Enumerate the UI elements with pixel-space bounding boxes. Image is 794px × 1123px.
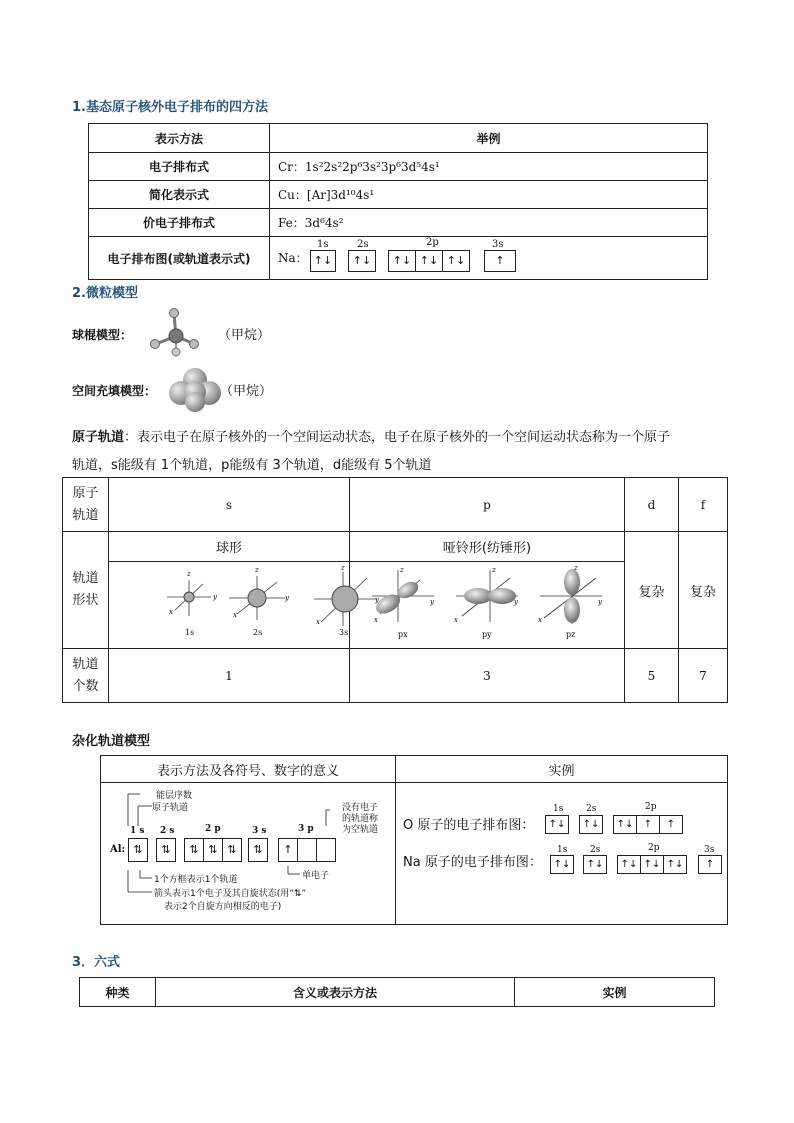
na-box-2s: ↑↓ [583, 855, 607, 874]
o-box-2s: ↑↓ [579, 815, 603, 834]
p-sub-label: px [398, 630, 408, 639]
orbital-box-1s: ↑↓ [310, 250, 336, 272]
o-orbital-label: 2s [586, 804, 597, 814]
al-box-1s: ⇅ [128, 838, 148, 862]
svg-text:x: x [454, 616, 458, 624]
method-cell: 电子排布式 [89, 153, 270, 181]
s-sub-label: 3s [339, 628, 349, 637]
s-sub-label: 2s [253, 628, 263, 637]
hybrid-header-method: 表示方法及各符号、数字的意义 [101, 756, 396, 783]
s-sub-label: 1s [185, 628, 195, 637]
svg-text:x: x [538, 616, 542, 624]
p-orbital-figures [350, 562, 625, 649]
ball-stick-label: 球棍模型： [72, 328, 133, 342]
example-cell: Fe：3d⁶4s² [270, 209, 708, 237]
section3-title: 3．六式 [72, 955, 121, 970]
row-label-text: 形状 [72, 593, 99, 608]
na-example-label: Na 原子的电子排布图： [403, 855, 542, 870]
o-orbital-label: 2p [645, 802, 657, 812]
row-label [63, 478, 109, 532]
al-element: Al: [110, 844, 126, 855]
p-sub-label: py [482, 630, 492, 639]
header-kind: 种类 [80, 978, 156, 1007]
empty-note: 没有电子 [342, 803, 379, 813]
f-count: 7 [679, 649, 728, 703]
al-label-2s: 2 s [160, 826, 175, 836]
al-label-1s: 1 s [130, 826, 145, 836]
header-example: 举例 [270, 124, 708, 153]
al-label-3s: 3 s [252, 826, 267, 836]
p-count: 3 [350, 649, 625, 703]
example-cell: Cu：[Ar]3d¹⁰4s¹ [270, 181, 708, 209]
s-shape: 球形 [109, 532, 350, 562]
row-label-text: 原子 [72, 485, 99, 501]
method-cell: 电子排布图(或轨道表示式) [89, 237, 270, 280]
hybrid-header-example: 实例 [396, 756, 728, 783]
methane-space-fill-icon [168, 366, 222, 412]
al-label-2p: 2 p [205, 824, 221, 834]
svg-text:z: z [255, 566, 259, 574]
single-electron-note: 单电子 [302, 871, 330, 881]
space-fill-note: （甲烷） [220, 384, 273, 399]
arrow-note: 箭头表示1个电子及其自旋状态(用“⇅” [154, 889, 307, 899]
f-shape: 复杂 [679, 532, 728, 649]
arrow-note: 表示2个自旋方向相反的电子) [164, 902, 282, 912]
p-shape: 哑铃形(纺锤形) [350, 532, 625, 562]
p-sub-label: pz [566, 630, 576, 639]
s-orbital-diagram [109, 562, 379, 647]
o-box-1s: ↑↓ [545, 815, 569, 834]
orbital-box-3s: ↑ [484, 250, 516, 272]
orbital-note: 原子轨道 [152, 803, 189, 813]
methane-ball-stick-icon [148, 306, 200, 358]
d-count: 5 [625, 649, 679, 703]
s-count: 1 [109, 649, 350, 703]
svg-text:z: z [341, 564, 345, 572]
header-method: 表示方法 [89, 124, 270, 153]
ball-stick-note: （甲烷） [218, 328, 271, 343]
svg-text:y: y [430, 598, 434, 606]
svg-text:x: x [374, 616, 378, 624]
na-orbital-label: 3s [704, 845, 715, 855]
col-f: f [679, 478, 728, 532]
s-orbital-figures [109, 562, 379, 649]
row-label-text: 轨道 [72, 656, 99, 672]
o-orbital-label: 1s [553, 804, 564, 814]
na-orbital-label: 2p [648, 843, 660, 853]
na-box-1s: ↑↓ [550, 855, 574, 874]
section2-title: 2.微粒模型 [72, 286, 138, 301]
row-label-text: 轨道 [72, 571, 99, 586]
hybrid-title: 杂化轨道模型 [72, 734, 151, 749]
orbital-table [62, 477, 728, 703]
space-fill-label: 空间充填模型： [72, 384, 157, 398]
na-box-3s: ↑ [698, 855, 722, 874]
al-box-2p: ⇅ ⇅ ⇅ [184, 838, 242, 862]
row-label [63, 532, 109, 649]
svg-text:x: x [233, 611, 237, 619]
svg-text:y: y [213, 593, 217, 601]
orbital-box-2p: ↑↓ ↑↓ ↑↓ [388, 250, 470, 272]
svg-text:y: y [285, 594, 289, 602]
al-box-3p: ↑ [278, 838, 336, 862]
svg-text:x: x [316, 618, 320, 626]
col-d: d [625, 478, 679, 532]
svg-text:y: y [598, 598, 602, 606]
orbital-label: 2s [357, 239, 369, 250]
na-box-2p: ↑↓ ↑↓ ↑↓ [617, 855, 687, 874]
orbital-label: 2p [426, 237, 439, 248]
row-label [63, 649, 109, 703]
svg-text:z: z [574, 564, 578, 572]
orbital-box-2s: ↑↓ [348, 250, 376, 272]
al-box-2s: ⇅ [156, 838, 176, 862]
d-shape: 复杂 [625, 532, 679, 649]
svg-text:z: z [400, 566, 404, 574]
example-cell: Cr：1s²2s²2p⁶3s²3p⁶3d⁵4s¹ [270, 153, 708, 181]
section1-title: 1.基态原子核外电子排布的四方法 [72, 100, 268, 115]
orbital-def-text: ：表示电子在原子核外的一个空间运动状态，电子在原子核外的一个空间运动状态称为一个原子 [124, 430, 671, 445]
six-formulas-table [79, 977, 715, 1007]
orbital-def-text: 轨道，s能级有 1个轨道，p能级有 3个轨道，d能级有 5个轨道 [72, 458, 432, 473]
na-orbital-label: 1s [557, 845, 568, 855]
al-label-3p: 3 p [298, 824, 314, 834]
svg-text:z: z [187, 570, 191, 578]
na-orbital-label: 2s [590, 845, 601, 855]
orbital-definition [72, 424, 732, 480]
orbital-label: 1s [317, 239, 329, 250]
box-note: 1个方框表示1个轨道 [154, 875, 238, 885]
svg-text:y: y [514, 598, 518, 606]
method-cell: 价电子排布式 [89, 209, 270, 237]
orbital-label: 3s [492, 239, 504, 250]
empty-note: 的轨道称 [342, 814, 379, 824]
svg-text:x: x [169, 608, 173, 616]
o-example-label: O 原子的电子排布图： [403, 818, 535, 833]
energy-level-note: 能层序数 [156, 791, 193, 801]
orbital-def-term: 原子轨道 [72, 430, 125, 445]
col-p: p [350, 478, 625, 532]
empty-note: 为空轨道 [342, 825, 379, 835]
svg-text:z: z [492, 566, 496, 574]
svg-text:y: y [375, 596, 379, 604]
row-label-text: 轨道 [72, 507, 99, 523]
header-meaning: 含义或表示方法 [156, 978, 515, 1007]
al-box-3s: ⇅ [248, 838, 268, 862]
o-box-2p: ↑↓ ↑ ↑ [613, 815, 683, 834]
col-s: s [109, 478, 350, 532]
example-cell: Na： [278, 251, 308, 265]
header-example: 实例 [515, 978, 715, 1007]
method-cell: 简化表示式 [89, 181, 270, 209]
row-label-text: 个数 [72, 678, 99, 694]
